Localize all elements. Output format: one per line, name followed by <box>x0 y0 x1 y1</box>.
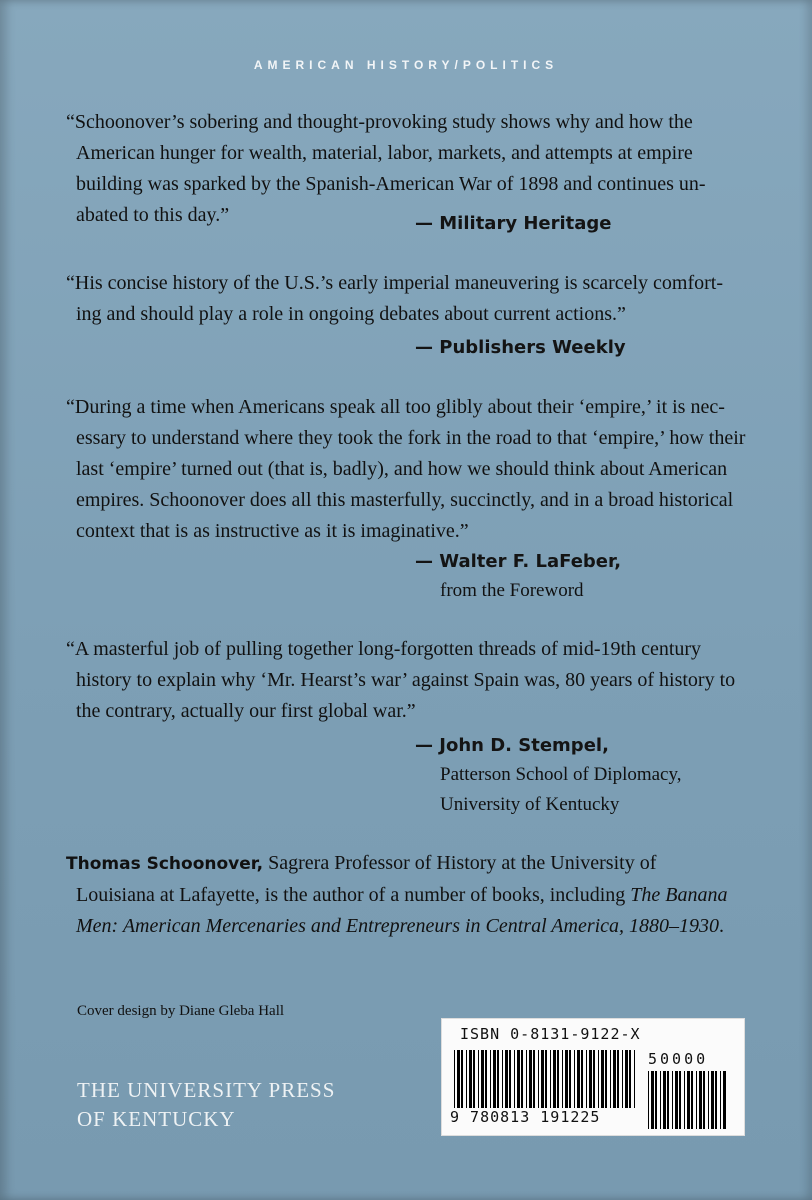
cover-design-credit: Cover design by Diane Gleba Hall <box>77 1003 285 1019</box>
quote-attribution: — Military Heritage <box>415 213 612 234</box>
quote-line: context that is as instructive as it is imaginative.” <box>76 520 469 542</box>
book-title: Men: American Mercenaries and Entrepreneurs in Central America, 1880–1930 <box>76 915 720 937</box>
attribution-source: Patterson School of Diplomacy, <box>440 764 682 785</box>
attribution-source: from the Foreword <box>440 580 584 601</box>
author-bio <box>66 848 756 942</box>
quote-stempel <box>66 634 746 727</box>
publisher-line: THE UNIVERSITY PRESS <box>77 1078 336 1102</box>
quote-line: “Schoonover’s sobering and thought-provoking study shows why and how the <box>66 111 693 133</box>
quote-line: abated to this day.” <box>76 204 230 226</box>
attribution-source: University of Kentucky <box>440 794 620 815</box>
ean-barcode <box>454 1050 640 1108</box>
attribution-block <box>415 548 621 606</box>
quote-line: the contrary, actually our first global war.” <box>76 700 416 722</box>
isbn-number: ISBN 0-8131-9122-X <box>460 1025 641 1043</box>
quote-line: ing and should play a role in ongoing debates about current actions.” <box>76 303 626 325</box>
category-label: AMERICAN HISTORY/POLITICS <box>253 58 559 72</box>
quote-line: “During a time when Americans speak all too glibly about their ‘empire,’ it is nec- <box>66 396 725 418</box>
quote-line: history to explain why ‘Mr. Hearst’s war’ against Spain was, 80 years of history to <box>76 669 736 691</box>
author-name: Thomas Schoonover, <box>66 854 264 874</box>
quote-line: essary to understand where they took the fork in the road to that ‘empire,’ how their <box>76 427 746 449</box>
quote-attribution: — John D. Stempel, <box>415 735 609 756</box>
quote-attribution: — Publishers Weekly <box>415 337 626 358</box>
publisher-logo <box>77 1076 335 1134</box>
quote-attribution: — Walter F. LaFeber, <box>415 551 622 572</box>
quote-line: American hunger for wealth, material, labor, markets, and attempts at empire <box>76 142 693 164</box>
barcode-label <box>441 1018 745 1136</box>
quote-line: “A masterful job of pulling together long-forgotten threads of mid-19th century <box>66 638 702 660</box>
quote-line: empires. Schoonover does all this masterfully, succinctly, and in a broad historical <box>76 489 734 511</box>
bio-text: Louisiana at Lafayette, is the author of a number of books, including <box>76 884 631 906</box>
bio-text: . <box>719 915 725 937</box>
quote-line: last ‘empire’ turned out (that is, badly), and how we should think about American <box>76 458 728 480</box>
quote-military-heritage <box>66 107 746 231</box>
price-code: 50000 <box>648 1050 709 1068</box>
book-title: The Banana <box>630 884 728 906</box>
attribution-block <box>415 210 611 238</box>
quote-publishers-weekly <box>66 268 746 330</box>
attribution-block <box>415 334 626 362</box>
attribution-block <box>415 732 682 820</box>
quote-lafeber <box>66 392 746 547</box>
quote-line: building was sparked by the Spanish-American War of 1898 and continues un- <box>76 173 706 195</box>
ean-number: 9 780813 191225 <box>450 1108 601 1126</box>
publisher-line: OF KENTUCKY <box>77 1107 236 1131</box>
bio-text: Sagrera Professor of History at the University of <box>263 852 657 874</box>
quote-line: “His concise history of the U.S.’s early imperial maneuvering is scarcely comfort- <box>66 272 724 294</box>
price-barcode <box>648 1071 728 1129</box>
